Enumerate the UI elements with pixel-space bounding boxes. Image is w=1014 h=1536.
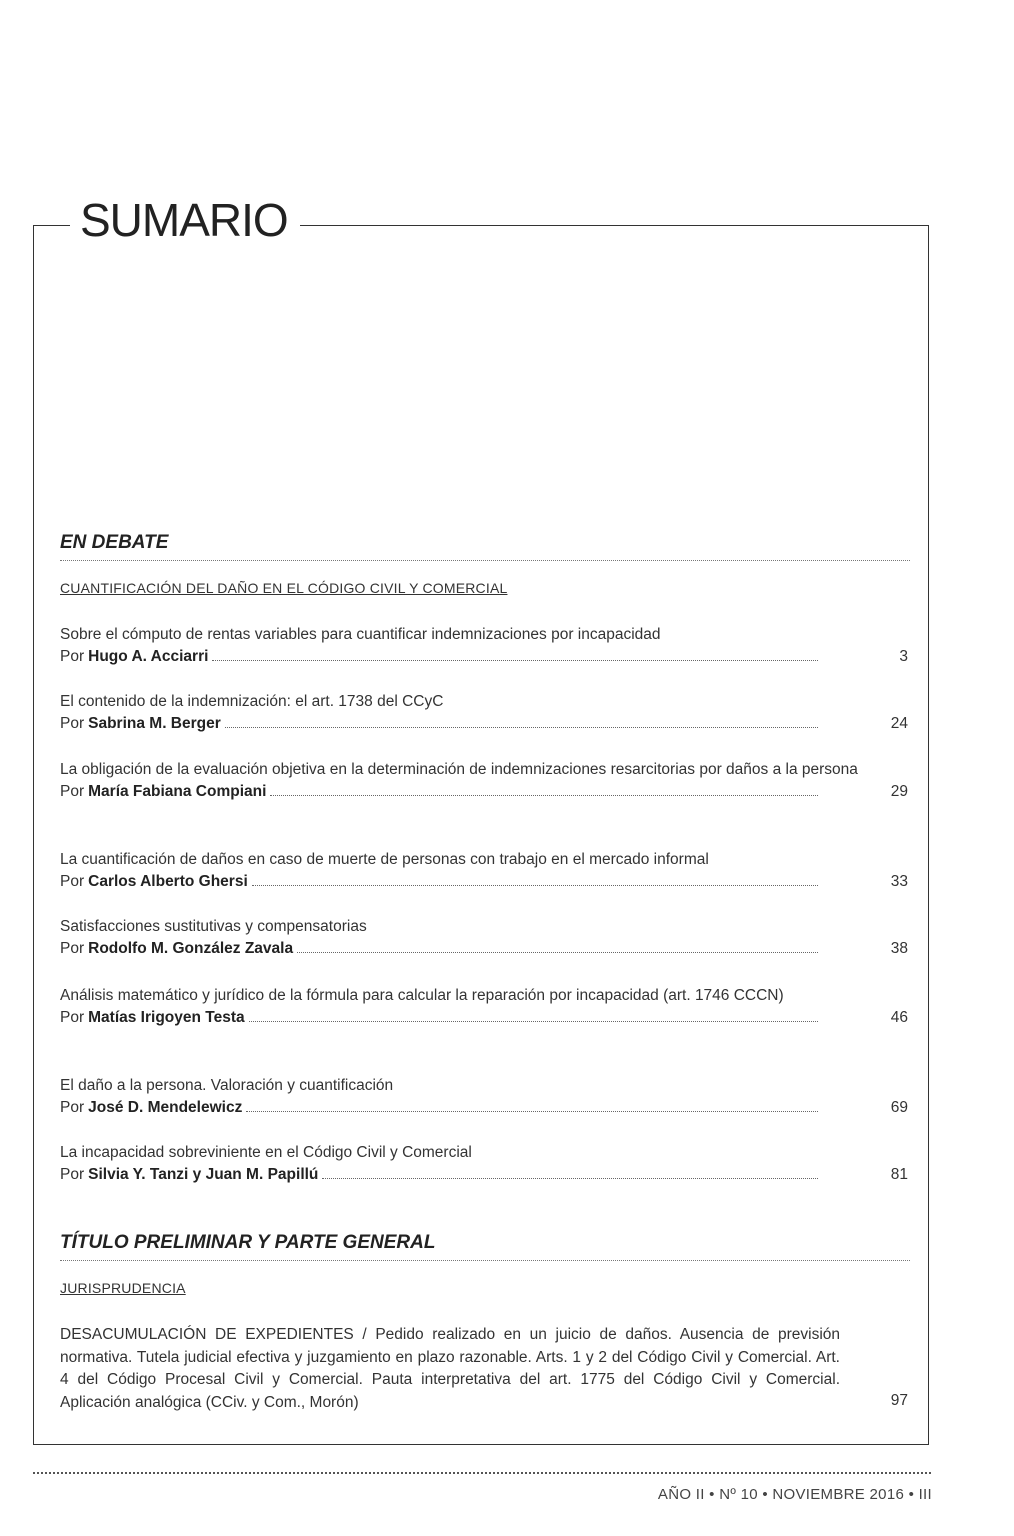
author-line <box>60 1164 908 1186</box>
author-line <box>60 938 908 960</box>
entry-author: José D. Mendelewicz <box>88 1099 243 1116</box>
por-label: Por <box>60 1166 85 1183</box>
toc-entry[interactable] <box>60 691 908 735</box>
author-line <box>60 713 908 735</box>
author-line <box>60 1007 908 1029</box>
entry-title: El contenido de la indemnización: el art. 1738 del CCyC <box>60 693 444 710</box>
toc-entry[interactable] <box>60 849 908 893</box>
author-line <box>60 646 908 668</box>
por-label: Por <box>60 873 85 890</box>
por-label: Por <box>60 1009 85 1026</box>
entry-page: 24 <box>890 715 908 732</box>
author-line <box>60 1097 908 1119</box>
por-label: Por <box>60 715 85 732</box>
entry-author: Matías Irigoyen Testa <box>88 1009 245 1026</box>
dot-leader <box>252 873 818 886</box>
bottom-rule <box>33 1472 931 1474</box>
entry-author: Carlos Alberto Ghersi <box>88 873 248 890</box>
entry-author: Rodolfo M. González Zavala <box>88 940 294 957</box>
por-label: Por <box>60 940 85 957</box>
author-line <box>60 781 908 803</box>
entry-title: La obligación de la evaluación objetiva en la determinación de indemnizaciones resarcitorias por daños a la persona <box>60 761 858 778</box>
toc-entry[interactable] <box>60 916 908 960</box>
por-label: Por <box>60 1099 85 1116</box>
entry-page: 69 <box>890 1099 908 1116</box>
subheading-cuantificacion: CUANTIFICACIÓN DEL DAÑO EN EL CÓDIGO CIVIL Y COMERCIAL <box>60 580 508 596</box>
entry-title: El daño a la persona. Valoración y cuantificación <box>60 1077 394 1094</box>
page-footer: AÑO II • Nº 10 • NOVIEMBRE 2016 • III <box>657 1486 932 1503</box>
dot-leader <box>270 783 818 796</box>
entry-page: 81 <box>890 1166 908 1183</box>
dot-leader <box>249 1009 818 1022</box>
toc-entry[interactable] <box>60 1075 908 1119</box>
toc-entry[interactable] <box>60 1142 908 1186</box>
author-line <box>60 871 908 893</box>
entry-page: 3 <box>899 648 908 665</box>
entry-author: Sabrina M. Berger <box>88 715 221 732</box>
jurisprudence-page: 97 <box>890 1392 908 1409</box>
entry-page: 38 <box>890 940 908 957</box>
toc-entry[interactable] <box>60 624 908 668</box>
por-label: Por <box>60 783 85 800</box>
entry-title: Sobre el cómputo de rentas variables para cuantificar indemnizaciones por incapacidad <box>60 626 661 643</box>
jurisprudence-entry[interactable]: DESACUMULACIÓN DE EXPEDIENTES / Pedido realizado en un juicio de daños. Ausencia de previsión normativa. Tutela judicial efectiva y juzgamiento en plazo razonable. Arts. 1 y 2 del Código Civil y Comercial. Art. 4 del Código Procesal Civil y Comercial. Pauta interpretativa del art. 1775 del Código Civil y Comercial. Aplicación analógica (CCiv. y Com., Morón) <box>60 1326 840 1411</box>
summary-frame <box>33 225 929 1445</box>
entry-title: La incapacidad sobreviniente en el Código Civil y Comercial <box>60 1144 472 1161</box>
entry-page: 46 <box>890 1009 908 1026</box>
entry-page: 33 <box>890 873 908 890</box>
entry-title: Análisis matemático y jurídico de la fórmula para calcular la reparación por incapacidad (art. 1746 CCCN) <box>60 987 784 1004</box>
title-wrap <box>70 192 300 248</box>
entry-page: 29 <box>890 783 908 800</box>
entry-title: La cuantificación de daños en caso de muerte de personas con trabajo en el mercado informal <box>60 851 709 868</box>
toc-entry[interactable] <box>60 985 908 1029</box>
page-title: SUMARIO <box>80 194 288 246</box>
entry-author: Silvia Y. Tanzi y Juan M. Papillú <box>88 1166 319 1183</box>
dot-leader <box>246 1099 818 1112</box>
subheading-jurisprudencia: JURISPRUDENCIA <box>60 1280 186 1296</box>
dot-leader <box>225 715 818 728</box>
toc-entry[interactable] <box>60 759 908 803</box>
section-heading-titulo-preliminar: TÍTULO PRELIMINAR Y PARTE GENERAL <box>60 1232 910 1261</box>
dot-leader <box>212 648 818 661</box>
dot-leader <box>322 1166 818 1179</box>
entry-author: María Fabiana Compiani <box>88 783 267 800</box>
por-label: Por <box>60 648 85 665</box>
entry-title: Satisfacciones sustitutivas y compensatorias <box>60 918 367 935</box>
dot-leader <box>297 940 818 953</box>
section-heading-en-debate: EN DEBATE <box>60 532 910 561</box>
entry-author: Hugo A. Acciarri <box>88 648 209 665</box>
